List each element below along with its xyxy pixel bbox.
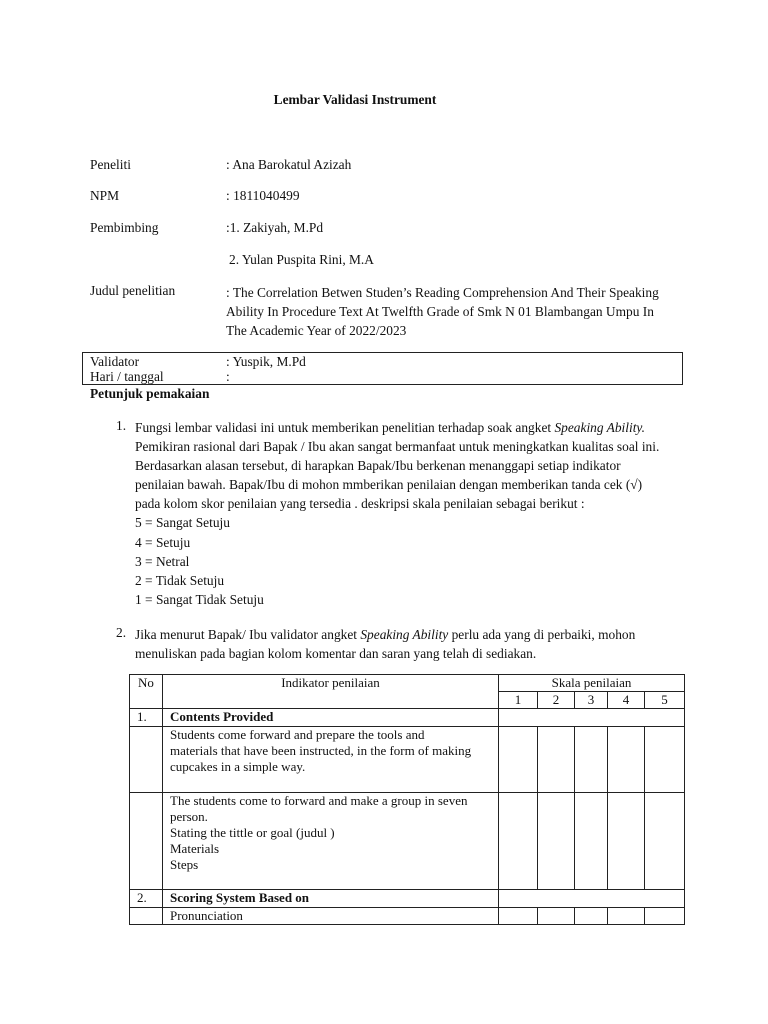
hari-label: Hari / tanggal — [90, 369, 164, 384]
item-1-line: pada kolom skor penilaian yang tersedia . deskripsi skala penilaian sebagai berikut : — [135, 496, 585, 512]
item-1-line: penilaian bawah. Bapak/Ibu di mohon mmberikan penilaian dengan memberikan tanda cek (√) — [135, 477, 643, 493]
score-cell-5[interactable] — [645, 908, 685, 925]
item-1-line: Berdasarkan alasan tersebut, di harapkan Bapak/Ibu berkenan menanggapi setiap indikator — [135, 458, 621, 474]
pembimbing-value-1: :1. Zakiyah, M.Pd — [226, 220, 324, 235]
validator-label: Validator — [90, 354, 140, 369]
pembimbing-label: Pembimbing — [90, 220, 159, 235]
header-indikator: Indikator penilaian — [163, 675, 499, 709]
score-cell-2[interactable] — [538, 793, 575, 890]
score-cell-3[interactable] — [575, 908, 608, 925]
score-cell-4[interactable] — [608, 793, 645, 890]
indicator-row — [163, 793, 499, 890]
section-1-empty — [499, 709, 685, 727]
item-2-number: 2. — [116, 625, 127, 640]
pembimbing-value-2: 2. Yulan Puspita Rini, M.A — [229, 252, 374, 267]
item-1-line-1: Fungsi lembar validasi ini untuk memberikan penelitian terhadap soak angket — [135, 420, 555, 435]
peneliti-value: : Ana Barokatul Azizah — [226, 157, 352, 172]
indicator-line: materials that have been instructed, in the form of making — [170, 743, 472, 758]
item-2-text — [135, 625, 635, 663]
judul-line-1: : The Correlation Betwen Studen’s Reading Comprehension And Their Speaking — [226, 285, 659, 300]
item-1-emphasis: Speaking Ability. — [554, 420, 645, 435]
indicator-row — [163, 727, 499, 793]
score-cell-2[interactable] — [538, 908, 575, 925]
score-cell-3[interactable] — [575, 727, 608, 793]
score-cell-5[interactable] — [645, 793, 685, 890]
npm-value: : 1811040499 — [226, 188, 300, 203]
scale-1-description: 1 = Sangat Tidak Setuju — [135, 591, 264, 607]
score-cell-4[interactable] — [608, 908, 645, 925]
indicator-line: cupcakes in a simple way. — [170, 759, 306, 774]
row-number-empty — [130, 908, 163, 925]
judul-label: Judul penelitian — [90, 283, 176, 298]
hari-value: : — [226, 369, 230, 384]
npm-label: NPM — [90, 188, 120, 203]
indicator-line: Students come forward and prepare the tools and — [170, 727, 425, 742]
scale-2-description: 2 = Tidak Setuju — [135, 572, 225, 588]
section-1-number: 1. — [130, 709, 163, 727]
scale-5-description: 5 = Sangat Setuju — [135, 515, 230, 531]
item-2-line-1-pre: Jika menurut Bapak/ Ibu validator angket — [135, 627, 361, 642]
judul-line-3: The Academic Year of 2022/2023 — [226, 323, 407, 338]
section-1-title: Contents Provided — [163, 709, 499, 727]
item-2-emphasis: Speaking Ability — [360, 627, 449, 642]
item-2-line-1-post: perlu ada yang di perbaiki, mohon — [448, 627, 636, 642]
score-cell-3[interactable] — [575, 793, 608, 890]
item-1-line: Pemikiran rasional dari Bapak / Ibu akan sangat bermanfaat untuk meningkatkan kualitas soal ini. — [135, 439, 660, 455]
indicator-line: person. — [170, 809, 208, 824]
score-cell-1[interactable] — [499, 727, 538, 793]
section-2-number: 2. — [130, 890, 163, 908]
scale-4-description: 4 = Setuju — [135, 534, 191, 550]
scale-header-5: 5 — [645, 692, 685, 709]
page-title: Lembar Validasi Instrument — [273, 92, 437, 107]
validator-box — [82, 352, 683, 385]
scale-header-4: 4 — [608, 692, 645, 709]
scale-3-description: 3 = Netral — [135, 553, 190, 569]
score-cell-1[interactable] — [499, 908, 538, 925]
judul-line-2: Ability In Procedure Text At Twelfth Grade of Smk N 01 Blambangan Umpu In — [226, 304, 654, 319]
peneliti-label: Peneliti — [90, 157, 131, 172]
header-no: No — [130, 675, 163, 709]
item-2-line-2: menuliskan pada bagian kolom komentar dan saran yang telah di sediakan. — [135, 646, 537, 662]
score-cell-4[interactable] — [608, 727, 645, 793]
scale-header-2: 2 — [538, 692, 575, 709]
header-skala: Skala penilaian — [499, 675, 685, 692]
score-cell-5[interactable] — [645, 727, 685, 793]
scale-header-3: 3 — [575, 692, 608, 709]
scale-header-1: 1 — [499, 692, 538, 709]
indicator-pronunciation: Pronunciation — [163, 908, 499, 925]
section-2-title: Scoring System Based on — [163, 890, 499, 908]
section-2-empty — [499, 890, 685, 908]
indicator-line: The students come to forward and make a group in seven — [170, 793, 468, 808]
row-number-empty — [130, 793, 163, 890]
score-cell-1[interactable] — [499, 793, 538, 890]
item-1-number: 1. — [116, 418, 127, 433]
score-cell-2[interactable] — [538, 727, 575, 793]
item-1-text — [135, 418, 659, 609]
petunjuk-title: Petunjuk pemakaian — [90, 386, 210, 401]
row-number-empty — [130, 727, 163, 793]
indicator-line: Steps — [170, 857, 199, 872]
validator-value: : Yuspik, M.Pd — [226, 354, 306, 369]
assessment-table — [129, 674, 685, 925]
indicator-line: Materials — [170, 841, 220, 856]
indicator-line: Stating the tittle or goal (judul ) — [170, 825, 335, 840]
